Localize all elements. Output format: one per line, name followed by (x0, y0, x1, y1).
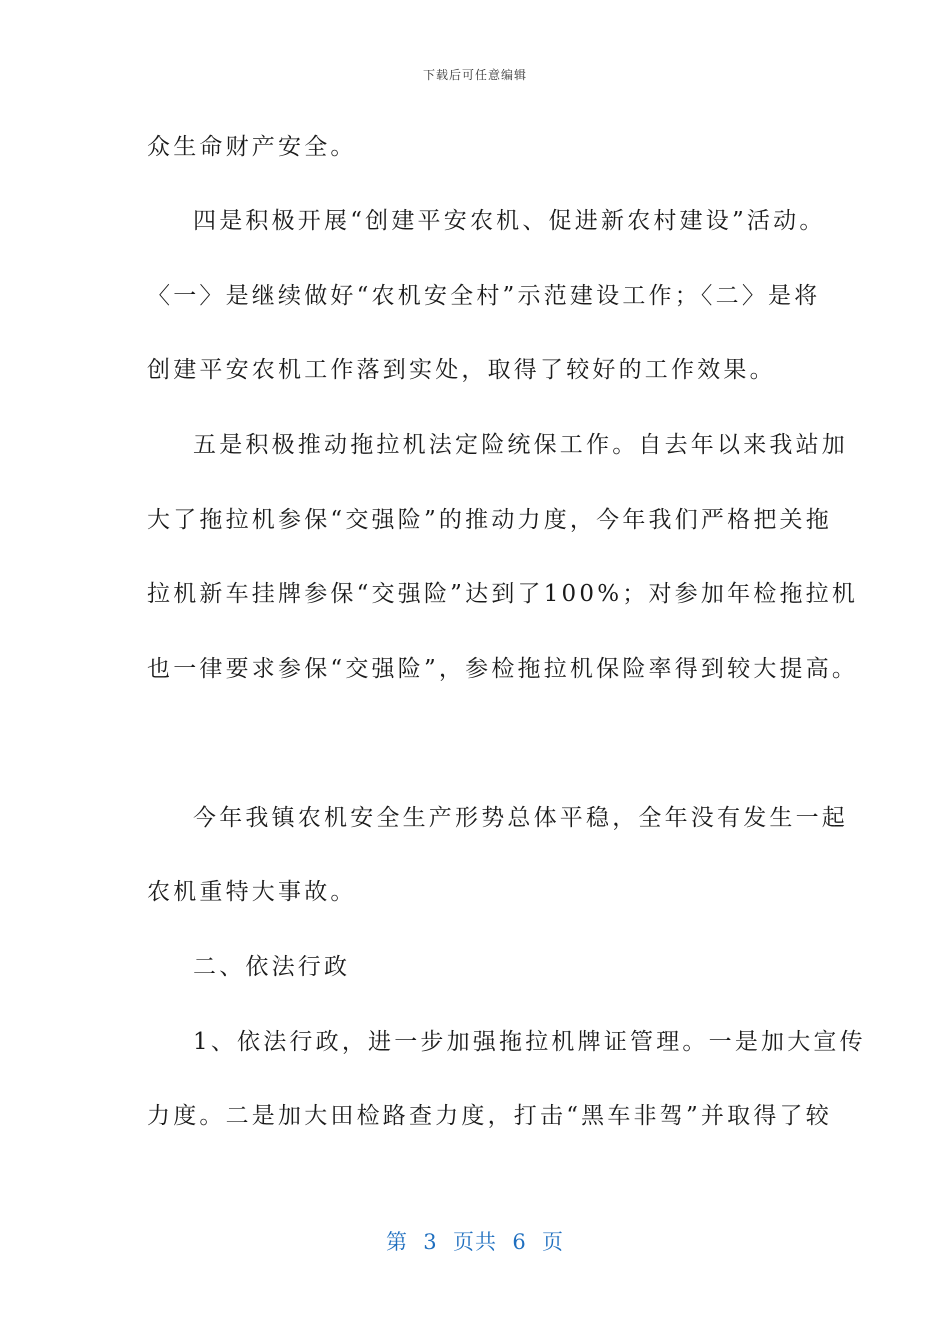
section-heading: 二、依法行政 (193, 954, 351, 980)
body-line-6: 大了拖拉机参保“交强险”的推动力度，今年我们严格把关拖 (147, 507, 832, 533)
body-line-1: 众生命财产安全。 (147, 134, 357, 160)
header-note: 下载后可任意编辑 (422, 68, 527, 82)
body-line-8: 也一律要求参保“交强险”，参检拖拉机保险率得到较大提高。 (147, 656, 859, 682)
page-number-footer: 第 3 页共 6 页 (385, 1230, 565, 1254)
body-line-5: 五是积极推动拖拉机法定险统保工作。自去年以来我站加 (193, 432, 848, 458)
body-line-13: 力度。二是加大田检路查力度，打击“黑车非驾”并取得了较 (147, 1103, 832, 1129)
body-line-12: 1、依法行政，进一步加强拖拉机牌证管理。一是加大宣传 (193, 1029, 866, 1055)
body-line-10: 农机重特大事故。 (147, 879, 357, 905)
body-line-9: 今年我镇农机安全生产形势总体平稳，全年没有发生一起 (193, 805, 848, 831)
body-line-2: 四是积极开展“创建平安农机、促进新农村建设”活动。 (193, 208, 826, 234)
body-line-7: 拉机新车挂牌参保“交强险”达到了100%；对参加年检拖拉机 (147, 581, 859, 607)
body-line-3: 〈一〉是继续做好“农机安全村”示范建设工作；〈二〉是将 (147, 283, 821, 309)
body-line-4: 创建平安农机工作落到实处，取得了较好的工作效果。 (147, 357, 776, 383)
